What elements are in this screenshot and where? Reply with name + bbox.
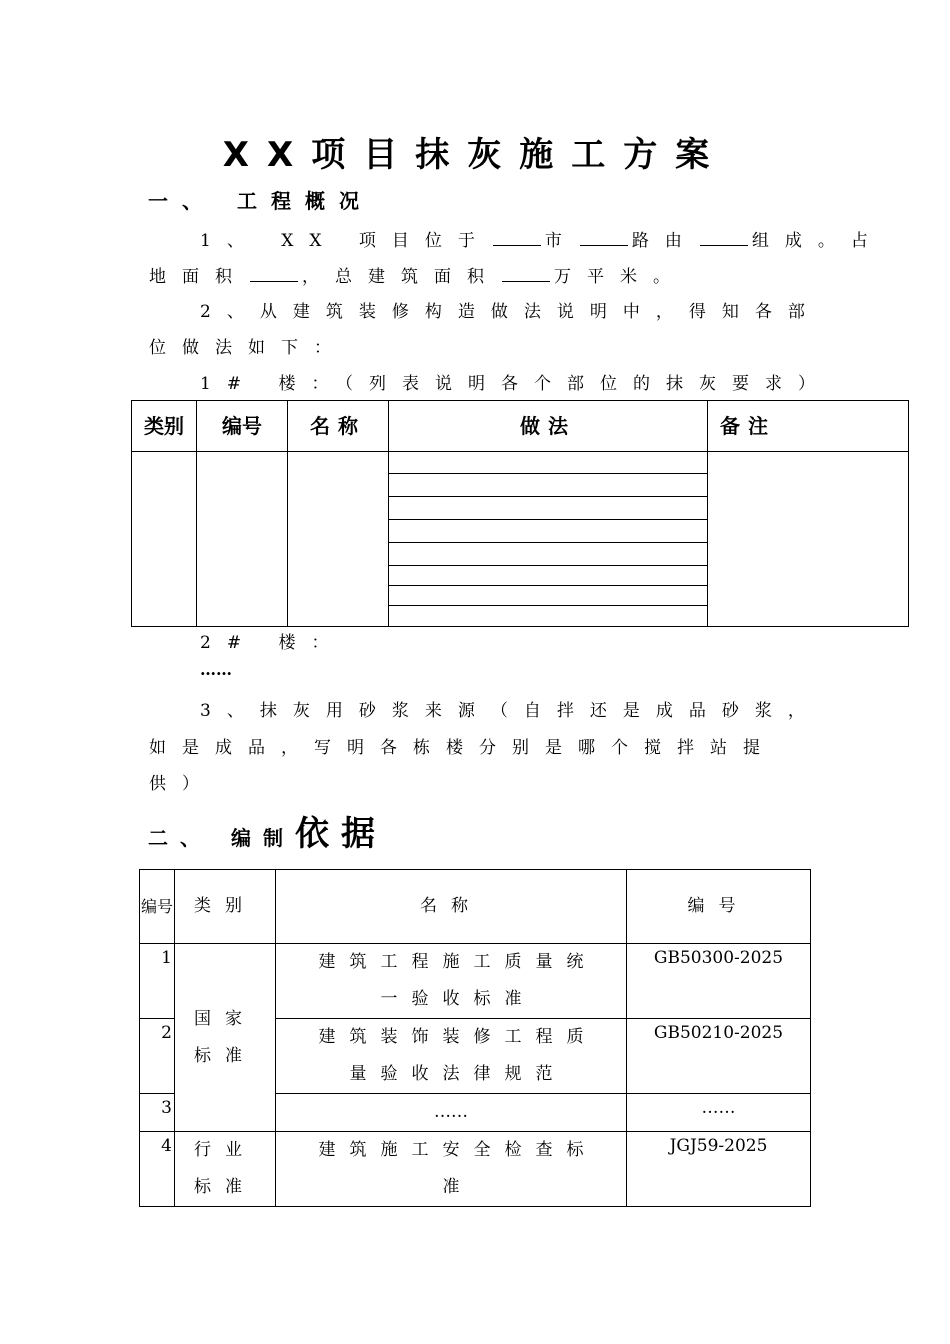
table-row: [140, 1132, 811, 1207]
method-subrow: [389, 586, 707, 606]
p1-text-b: 市: [544, 231, 578, 251]
p1-text-f: ，总建筑面积: [302, 267, 500, 287]
page-title: XX项目抹灰施工方案: [222, 135, 728, 175]
row-number: 3: [140, 1094, 175, 1132]
table1-cell-method: [389, 452, 708, 627]
table1-header-row: [132, 401, 909, 452]
method-subrow: [389, 497, 707, 520]
table2-header-row: [140, 870, 811, 944]
row-code: JGJ59-2025: [627, 1132, 811, 1207]
table1-header-category: 类别: [132, 401, 197, 452]
table2-header-code: 编号: [627, 870, 811, 944]
row-code: GB50210-2025: [627, 1019, 811, 1094]
p1-text-a: 1、 XX 项目位于: [200, 231, 491, 251]
method-subrow: [389, 520, 707, 543]
blank-road: [580, 231, 628, 246]
row-name: 建筑工程施工质量统一验收标准: [276, 944, 627, 1019]
paragraph-1-line-2: [149, 262, 686, 287]
building-1-label: 1# 楼：（列表说明各个部位的抹灰要求）: [200, 374, 831, 394]
paragraph-2-line-1: 2、从建筑装修构造做法说明中，得知各部: [200, 302, 821, 322]
building-2-ellipsis: ……: [200, 660, 232, 679]
table-row: [140, 944, 811, 1019]
row-name: 建筑装饰装修工程质量验收法律规范: [276, 1019, 627, 1094]
table1-cell-remark: [708, 452, 909, 627]
blank-total-area: [502, 267, 550, 282]
method-subrow: [389, 543, 707, 566]
method-subrow: [389, 606, 707, 626]
blank-city: [493, 231, 541, 246]
p1-text-g: 万平米。: [554, 267, 686, 287]
table2-header-name: 名称: [276, 870, 627, 944]
table1-header-remark: 备注: [708, 401, 909, 452]
row-name: 建筑施工安全检查标准: [276, 1132, 627, 1207]
table1-header-number: 编号: [197, 401, 288, 452]
table1-header-name: 名称: [288, 401, 389, 452]
row-code: ……: [627, 1094, 811, 1132]
method-subrow: [389, 566, 707, 586]
section-heading-overview: 一、 工程概况: [148, 189, 373, 213]
table1-header-method: 做法: [389, 401, 708, 452]
p1-text-d: 组成。占: [751, 231, 884, 251]
p1-text-c: 路由: [631, 231, 698, 251]
category-industry: 行业标准: [175, 1132, 276, 1207]
table2-header-number: 编号: [140, 870, 175, 944]
table1-cell-category: [132, 452, 197, 627]
row-number: 1: [140, 944, 175, 1019]
section-heading-basis: [148, 806, 387, 855]
table2-header-category: 类别: [175, 870, 276, 944]
paragraph-2-line-2: 位做法如下：: [149, 338, 347, 358]
section-heading-basis-big: 依据: [294, 814, 387, 854]
basis-table: [139, 869, 811, 1207]
table1-cell-number: [197, 452, 288, 627]
table1-cell-name: [288, 452, 389, 627]
row-number: 4: [140, 1132, 175, 1207]
method-subrow: [389, 474, 707, 497]
plaster-requirements-table: [131, 400, 909, 627]
table1-body-row: [132, 452, 909, 627]
paragraph-3-line-1: 3、抹灰用砂浆来源（自拌还是成品砂浆，: [200, 701, 821, 721]
section-heading-basis-small: 二、 编制: [148, 826, 295, 850]
row-name: ……: [276, 1094, 627, 1132]
paragraph-1-line-1: [200, 226, 884, 251]
paragraph-3-line-2: 如是成品，写明各栋楼分别是哪个搅拌站提: [149, 738, 776, 758]
p1-text-e: 地面积: [149, 267, 248, 287]
row-number: 2: [140, 1019, 175, 1094]
blank-composition: [700, 231, 748, 246]
blank-land-area: [250, 267, 298, 282]
method-subrow: [389, 452, 707, 474]
category-national: 国家标准: [175, 944, 276, 1132]
paragraph-3-line-3: 供）: [149, 774, 215, 794]
row-code: GB50300-2025: [627, 944, 811, 1019]
building-2-label: 2# 楼：: [200, 633, 345, 653]
